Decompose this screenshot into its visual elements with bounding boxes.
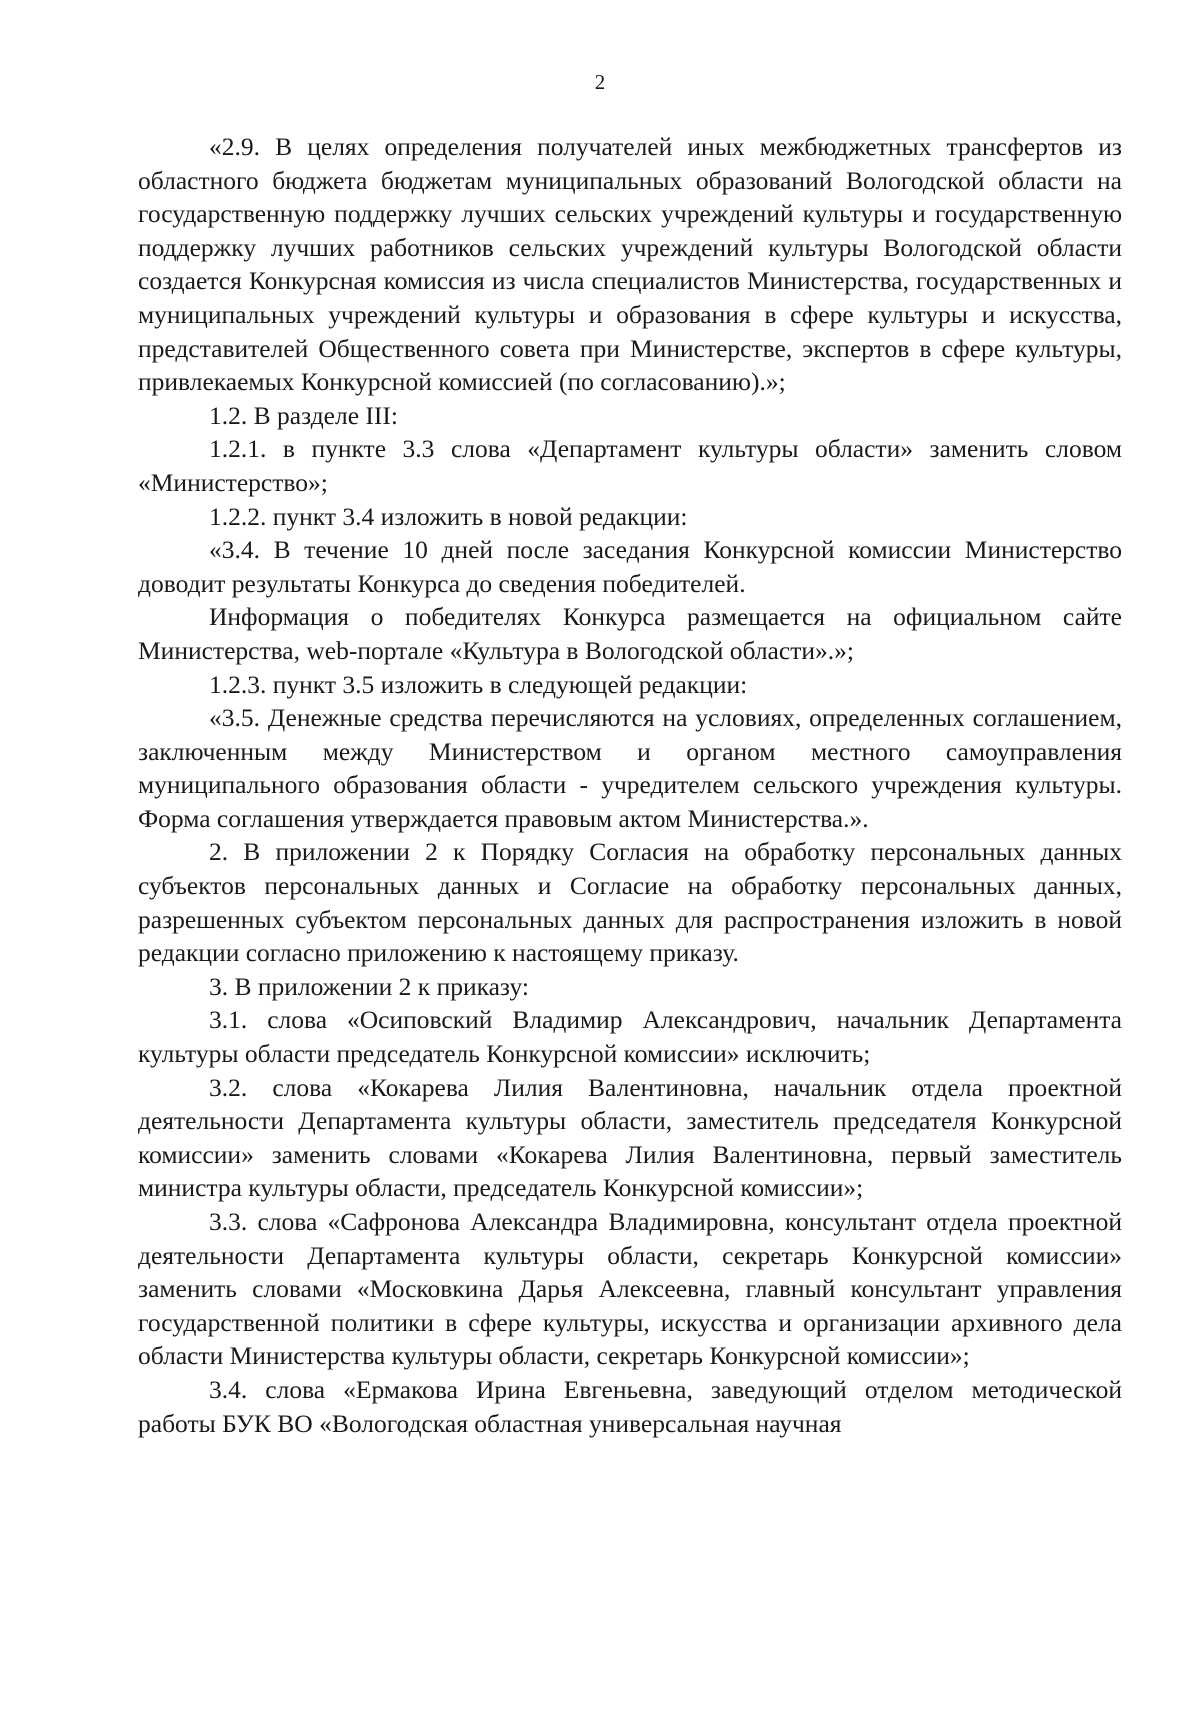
paragraph-1-2: 1.2. В разделе III: — [209, 400, 398, 430]
paragraph-3-3: 3.3. слова «Сафронова Александра Владимировна, консультант отдела проектной деятельности Департамента культуры области, секретарь Конкурсной комиссии» заменить словами «Московкина Дарья Алексеевна, главный консультант управления государственной политики в сфере культуры, искусства и организации архивного дела области Министерства культуры области, секретарь Конкурсной комиссии»; — [138, 1207, 1122, 1371]
paragraph-2-9: «2.9. В целях определения получателей иных межбюджетных трансфертов из областного бюджета бюджетам муниципальных образований Вологодской области на государственную поддержку лучших сельских учреждений культуры и государственную поддержку лучших работников сельских учреждений культуры Вологодской области создается Конкурсная комиссия из числа специалистов Министерства, государственных и муниципальных учреждений культуры и образования в сфере культуры и искусства, представителей Общественного совета при Министерстве, экспертов в сфере культуры, привлекаемых Конкурсной комиссией (по согласованию).»; — [138, 132, 1122, 397]
paragraph-1-2-3: 1.2.3. пункт 3.5 изложить в следующей редакции: — [209, 669, 748, 699]
paragraph-winners-info: Информация о победителях Конкурса размещается на официальном сайте Министерства, web-портале «Культура в Вологодской области».»; — [138, 602, 1122, 665]
paragraph-3-4-quote: «3.4. В течение 10 дней после заседания Конкурсной комиссии Министерство доводит результаты Конкурса до сведения победителей. — [138, 535, 1122, 598]
paragraph-3-1: 3.1. слова «Осиповский Владимир Александрович, начальник Департамента культуры области председатель Конкурсной комиссии» исключить; — [138, 1005, 1122, 1069]
paragraph-1-2-2: 1.2.2. пункт 3.4 изложить в новой редакции: — [209, 501, 688, 531]
paragraph-1-2-1: 1.2.1. в пункте 3.3 слова «Департамент культуры области» заменить словом «Министерство»; — [138, 434, 1122, 497]
paragraph-3-2: 3.2. слова «Кокарева Лилия Валентиновна, начальник отдела проектной деятельности Департамента культуры области, заместитель председателя Конкурсной комиссии» заменить словами «Кокарева Лилия Валентиновна, первый заместитель министра культуры области, председатель Конкурсной комиссии»; — [138, 1072, 1122, 1203]
page-number: 2 — [594, 70, 606, 94]
paragraph-3-4: 3.4. слова «Ермакова Ирина Евгеньевна, заведующий отделом методической работы БУК ВО «Вологодская областная универсальная научная — [138, 1374, 1122, 1438]
paragraph-3-5-quote: «3.5. Денежные средства перечисляются на условиях, определенных соглашением, заключенным между Министерством и органом местного самоуправления муниципального образования области - учредителем сельского учреждения культуры. Форма соглашения утверждается правовым актом Министерства.». — [138, 703, 1122, 833]
document-body — [138, 130, 1122, 1440]
paragraph-2: 2. В приложении 2 к Порядку Согласия на обработку персональных данных субъектов персональных данных и Согласие на обработку персональных данных, разрешенных субъектом персональных данных для распространения изложить в новой редакции согласно приложению к настоящему приказу. — [138, 837, 1122, 968]
paragraph-3: 3. В приложении 2 к приказу: — [209, 971, 529, 1001]
